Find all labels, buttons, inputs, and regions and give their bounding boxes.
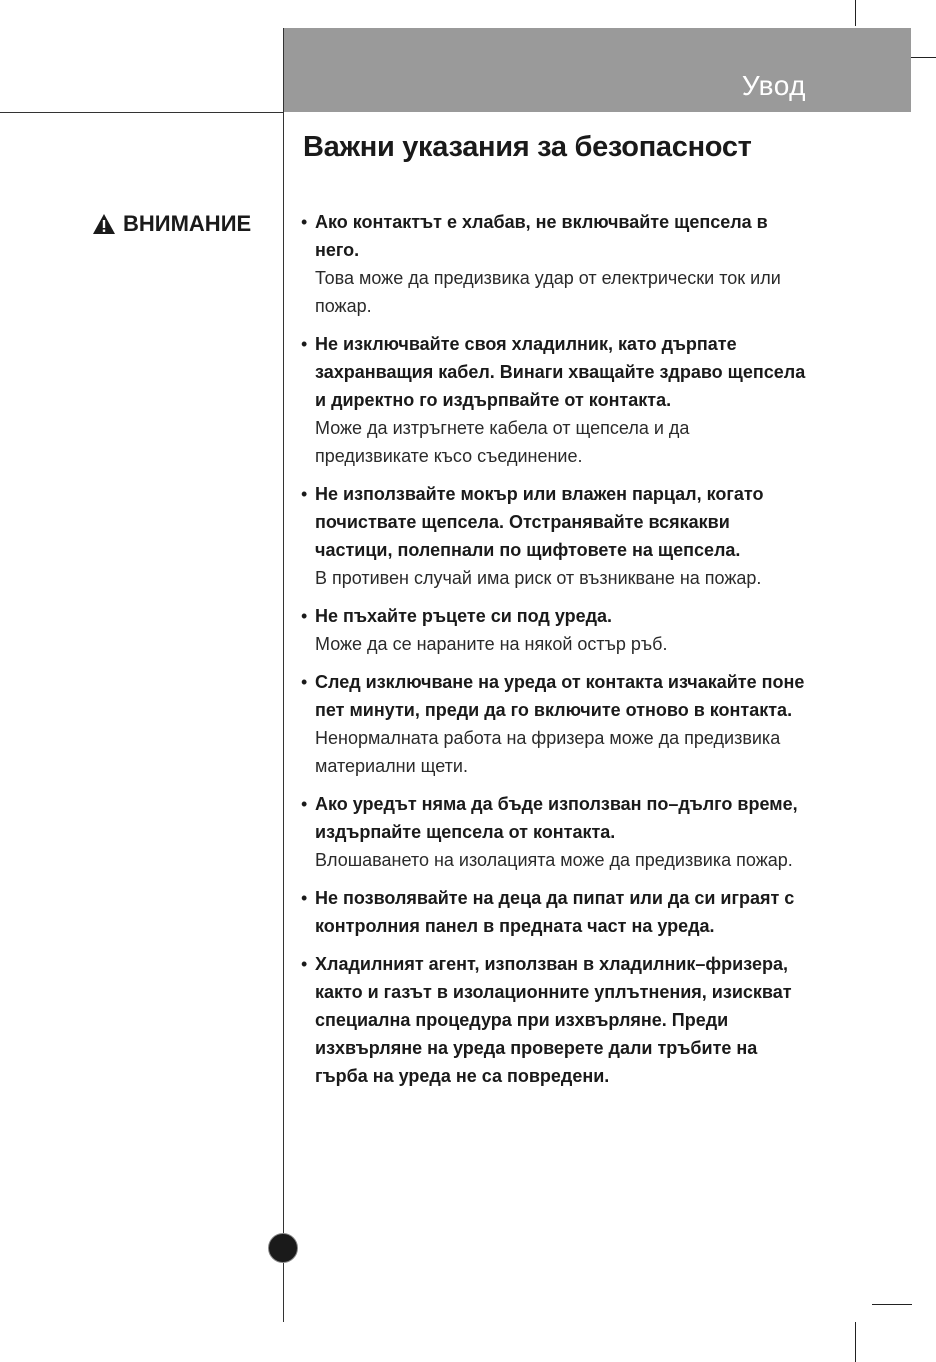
item-heading: Не изключвайте своя хладилник, като дърпате захранващия кабел. Винаги хващайте здраво щепсела и директно го издърпвайте от контакта.: [315, 334, 806, 410]
column-divider: [283, 28, 284, 1322]
bullet: •: [301, 606, 308, 626]
item-heading: Не пъхайте ръцете си под уреда.: [315, 606, 613, 626]
page-title: Важни указания за безопасност: [303, 131, 752, 163]
safety-instructions-list: [301, 208, 806, 1100]
section-name: Увод: [741, 70, 806, 101]
list-item: [301, 602, 806, 658]
item-heading: Ако контактът е хлабав, не включвайте щепсела в него.: [315, 212, 768, 260]
warning-text: ВНИМАНИЕ: [123, 211, 252, 236]
list-item: [301, 950, 806, 1090]
item-body: В противен случай има риск от възникване на пожар.: [315, 568, 762, 588]
list-item: [301, 790, 806, 874]
list-item: [301, 668, 806, 780]
warning-triangle-icon: [92, 213, 116, 235]
header-bar: [283, 28, 911, 112]
crop-mark-top: [855, 0, 856, 26]
list-item: [301, 884, 806, 940]
bullet: •: [301, 484, 308, 504]
list-item: [301, 330, 806, 470]
item-body: Ненормалната работа на фризера може да предизвика материални щети.: [315, 728, 781, 776]
bullet: •: [301, 672, 308, 692]
item-heading: След изключване на уреда от контакта изчакайте поне пет минути, преди да го включите отново в контакта.: [315, 672, 805, 720]
bullet: •: [301, 954, 308, 974]
item-heading: Не позволявайте на деца да пипат или да си играят с контролния панел в предната част на уреда.: [315, 888, 795, 936]
bullet: •: [301, 212, 308, 232]
crop-mark-right-bottom: [872, 1304, 912, 1305]
bullet: •: [301, 794, 308, 814]
header-rule-left: [0, 112, 283, 113]
bullet: •: [301, 334, 308, 354]
item-body: Може да изтръгнете кабела от щепсела и да предизвикате късо съединение.: [315, 418, 690, 466]
crop-mark-bottom: [855, 1322, 856, 1362]
bullet: •: [301, 888, 308, 908]
warning-label: [92, 211, 251, 237]
page-marker-dot: [268, 1233, 298, 1263]
list-item: [301, 480, 806, 592]
item-body: Може да се нараните на някой остър ръб.: [315, 634, 668, 654]
item-heading: Не използвайте мокър или влажен парцал, когато почиствате щепсела. Отстранявайте всякакви частици, полепнали по щифтовете на щепсела.: [315, 484, 764, 560]
item-heading: Ако уредът няма да бъде използван по–дълго време, издърпайте щепсела от контакта.: [315, 794, 798, 842]
item-heading: Хладилният агент, използван в хладилник–фризера, както и газът в изолационните уплътнения, изискват специална процедура при изхвърляне. Преди изхвърляне на уреда проверете дали тръбите на гърба на уреда не са повредени.: [315, 954, 792, 1086]
item-body: Това може да предизвика удар от електрически ток или пожар.: [315, 268, 781, 316]
item-body: Влошаването на изолацията може да предизвика пожар.: [315, 850, 793, 870]
list-item: [301, 208, 806, 320]
